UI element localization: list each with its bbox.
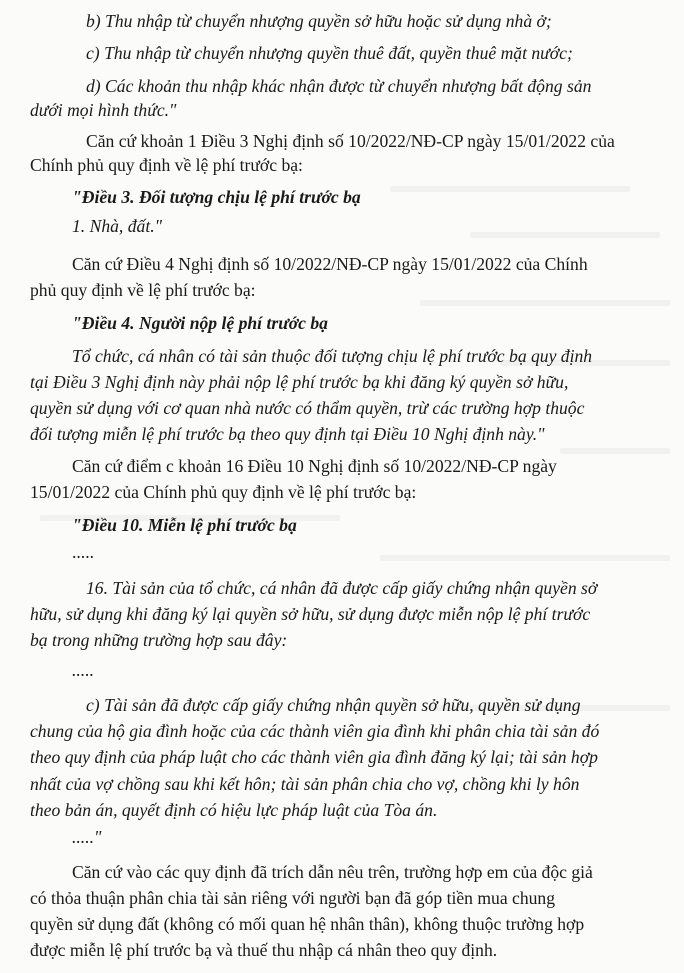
doc-line: đối tượng miễn lệ phí trước bạ theo quy định tại Điều 10 Nghị định này." bbox=[30, 424, 545, 444]
doc-line: c) Thu nhập từ chuyển nhượng quyền thuê đất, quyền thuê mặt nước; bbox=[86, 43, 573, 63]
doc-line: được miễn lệ phí trước bạ và thuế thu nhập cá nhân theo quy định. bbox=[30, 940, 498, 960]
show-through-mark bbox=[380, 555, 670, 561]
doc-line: Căn cứ khoản 1 Điều 3 Nghị định số 10/2022/NĐ-CP ngày 15/01/2022 của bbox=[86, 131, 615, 151]
doc-line: chung của hộ gia đình hoặc của các thành viên gia đình khi phân chia tài sản đó bbox=[30, 721, 600, 741]
doc-line: dưới mọi hình thức." bbox=[30, 100, 177, 120]
article-heading: "Điều 3. Đối tượng chịu lệ phí trước bạ bbox=[72, 187, 361, 207]
doc-line: b) Thu nhập từ chuyển nhượng quyền sở hữu hoặc sử dụng nhà ở; bbox=[86, 11, 552, 31]
article-heading: "Điều 10. Miễn lệ phí trước bạ bbox=[72, 515, 297, 535]
doc-line: d) Các khoản thu nhập khác nhận được từ chuyển nhượng bất động sản bbox=[86, 76, 592, 96]
doc-line: c) Tài sản đã được cấp giấy chứng nhận quyền sở hữu, quyền sử dụng bbox=[86, 695, 581, 715]
doc-line: hữu, sử dụng khi đăng ký lại quyền sở hữu, sử dụng được miễn nộp lệ phí trước bbox=[30, 604, 591, 624]
doc-line: 15/01/2022 của Chính phủ quy định về lệ phí trước bạ: bbox=[30, 482, 417, 502]
doc-line: Chính phủ quy định về lệ phí trước bạ: bbox=[30, 155, 303, 175]
doc-line: có thỏa thuận phân chia tài sản riêng với người bạn đã góp tiền mua chung bbox=[30, 888, 556, 908]
doc-line: theo quy định của pháp luật cho các thành viên gia đình đăng ký lại; tài sản hợp bbox=[30, 747, 598, 767]
doc-line: tại Điều 3 Nghị định này phải nộp lệ phí trước bạ khi đăng ký quyền sở hữu, bbox=[30, 372, 569, 392]
doc-line: quyền sử dụng với cơ quan nhà nước có thẩm quyền, trừ các trường hợp thuộc bbox=[30, 398, 585, 418]
doc-line: ..... bbox=[72, 660, 94, 680]
doc-line: 1. Nhà, đất." bbox=[72, 216, 162, 236]
doc-line: Căn cứ vào các quy định đã trích dẫn nêu trên, trường hợp em của độc giả bbox=[72, 862, 593, 882]
article-heading: "Điều 4. Người nộp lệ phí trước bạ bbox=[72, 313, 328, 333]
show-through-mark bbox=[390, 186, 630, 192]
doc-line: bạ trong những trường hợp sau đây: bbox=[30, 630, 288, 650]
doc-line: Căn cứ Điều 4 Nghị định số 10/2022/NĐ-CP ngày 15/01/2022 của Chính bbox=[72, 254, 588, 274]
doc-line: Tổ chức, cá nhân có tài sản thuộc đối tượng chịu lệ phí trước bạ quy định bbox=[72, 346, 593, 366]
show-through-mark bbox=[420, 300, 670, 306]
doc-line: theo bản án, quyết định có hiệu lực pháp luật của Tòa án. bbox=[30, 800, 438, 820]
doc-line: nhất của vợ chồng sau khi kết hôn; tài sản phân chia cho vợ, chồng khi ly hôn bbox=[30, 774, 580, 794]
doc-line: quyền sử dụng đất (không có mối quan hệ nhân thân), không thuộc trường hợp bbox=[30, 914, 585, 934]
doc-line: 16. Tài sản của tổ chức, cá nhân đã được cấp giấy chứng nhận quyền sở bbox=[86, 578, 598, 598]
doc-line: ....." bbox=[72, 827, 102, 847]
doc-line: ..... bbox=[72, 542, 94, 562]
doc-line: phủ quy định về lệ phí trước bạ: bbox=[30, 280, 256, 300]
show-through-mark bbox=[470, 232, 660, 238]
doc-line: Căn cứ điểm c khoản 16 Điều 10 Nghị định số 10/2022/NĐ-CP ngày bbox=[72, 456, 557, 476]
show-through-mark bbox=[560, 448, 670, 454]
